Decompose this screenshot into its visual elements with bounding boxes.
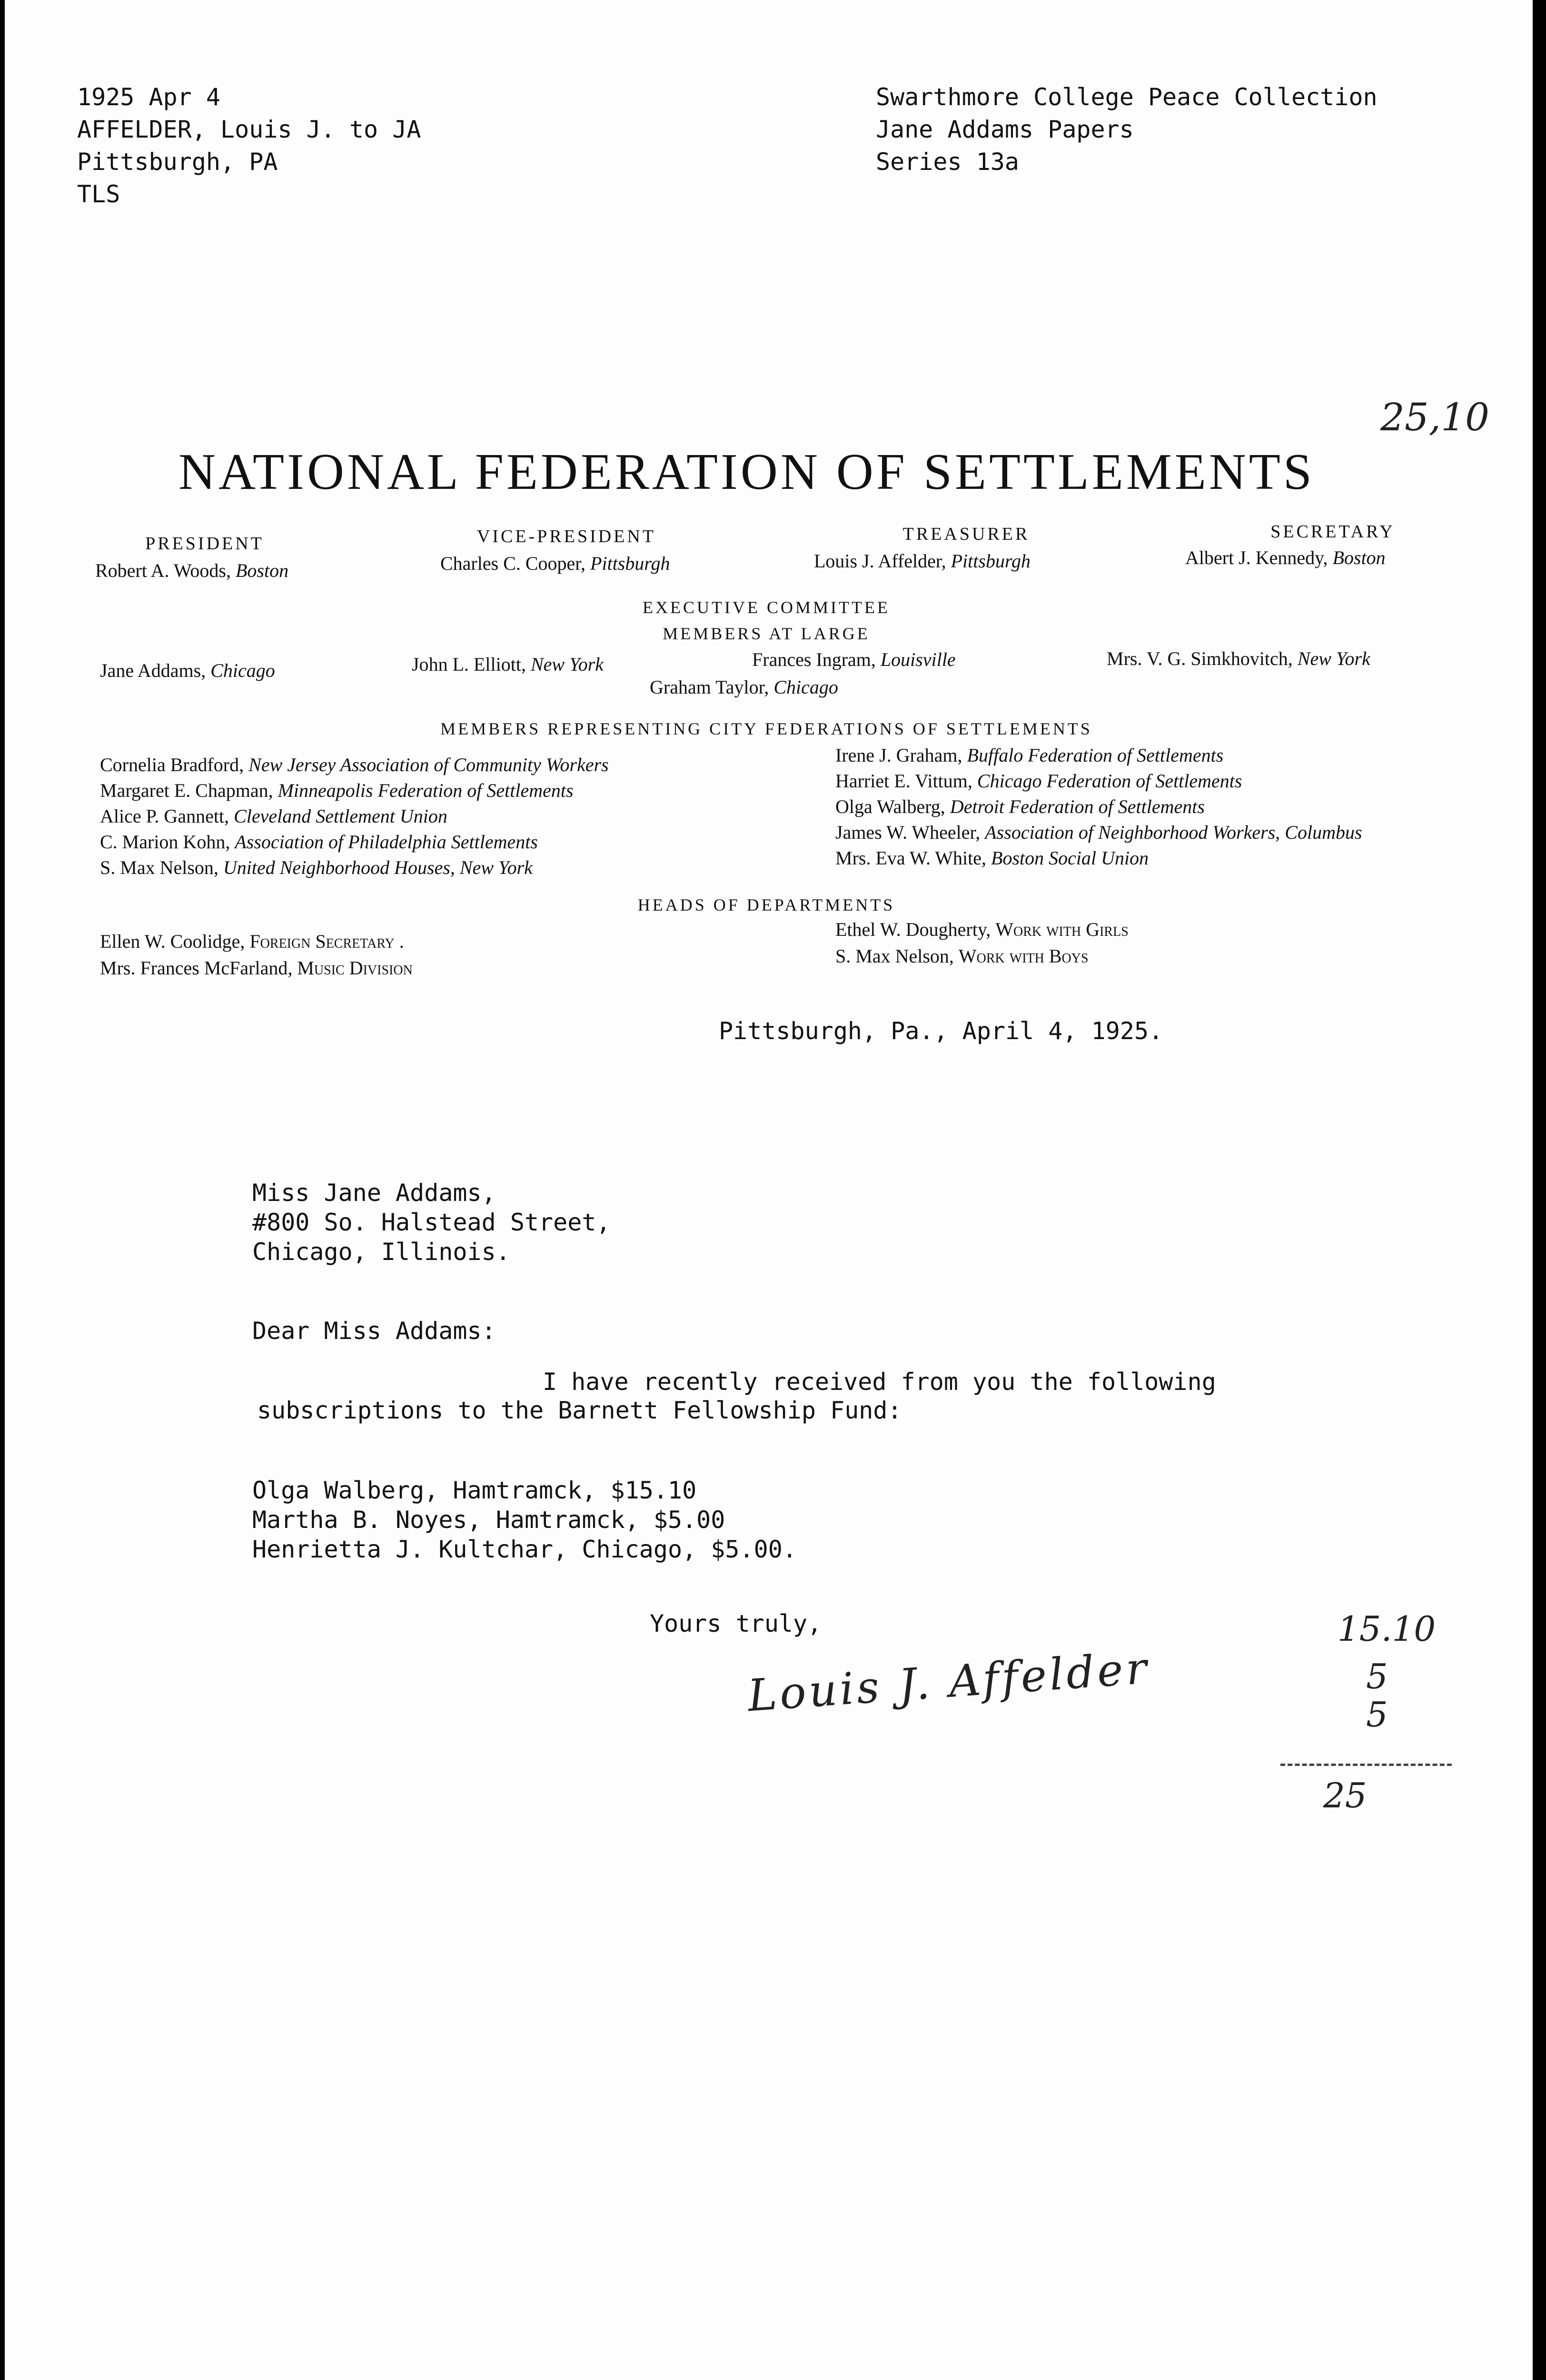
city-federation-member: Irene J. Graham, Buffalo Federation of Settlements: [835, 744, 1224, 766]
tally-line: 5: [1366, 1695, 1388, 1735]
handwritten-reference: 25,10: [1380, 395, 1490, 439]
department-head: Ellen W. Coolidge, Foreign Secretary .: [100, 931, 404, 952]
department-head: S. Max Nelson, Work with Boys: [835, 945, 1089, 967]
letterhead-title: NATIONAL FEDERATION OF SETTLEMENTS: [178, 444, 1315, 500]
officer-name-treasurer: Louis J. Affelder, Pittsburgh: [814, 550, 1031, 572]
officer-name-president: Robert A. Woods, Boston: [95, 560, 289, 581]
body-line: subscriptions to the Barnett Fellowship Fund:: [257, 1397, 902, 1424]
subscription-item: Henrietta J. Kultchar, Chicago, $5.00.: [252, 1536, 797, 1563]
archive-date: 1925 Apr 4: [77, 83, 221, 111]
city-federation-member: Harriet E. Vittum, Chicago Federation of Settlements: [835, 770, 1242, 792]
subscription-item: Martha B. Noyes, Hamtramck, $5.00: [252, 1506, 725, 1534]
inside-address: [252, 1178, 611, 1267]
city-federation-member: Alice P. Gannett, Cleveland Settlement Union: [100, 805, 447, 827]
salutation: Dear Miss Addams:: [252, 1317, 496, 1345]
city-federation-member: Margaret E. Chapman, Minneapolis Federation of Settlements: [100, 780, 574, 801]
dateline: Pittsburgh, Pa., April 4, 1925.: [719, 1017, 1163, 1045]
body-line: I have recently received from you the following: [543, 1368, 1216, 1396]
city-federation-list-left: [100, 752, 609, 881]
tally-line: 5: [1366, 1656, 1388, 1696]
tally-total: 25: [1323, 1775, 1367, 1815]
member-at-large: Frances Ingram, Louisville: [752, 649, 956, 670]
city-federation-member: S. Max Nelson, United Neighborhood Houses, New York: [100, 857, 533, 878]
tally-line: 15.10: [1338, 1609, 1436, 1649]
address-line: Miss Jane Addams,: [252, 1179, 496, 1207]
heads-of-departments-heading: HEADS OF DEPARTMENTS: [637, 895, 895, 914]
members-at-large-heading: MEMBERS AT LARGE: [663, 624, 870, 643]
member-at-large: Graham Taylor, Chicago: [650, 676, 838, 698]
officer-role-treasurer: TREASURER: [902, 524, 1030, 544]
officer-role-secretary: SECRETARY: [1270, 522, 1395, 542]
city-federation-member: James W. Wheeler, Association of Neighborhood Workers, Columbus: [835, 822, 1362, 843]
heads-list-left: [100, 928, 413, 982]
officer-role-president: PRESIDENT: [145, 534, 264, 554]
executive-committee-heading: EXECUTIVE COMMITTEE: [643, 598, 890, 617]
archive-type: TLS: [77, 180, 120, 208]
city-federation-member: Mrs. Eva W. White, Boston Social Union: [835, 847, 1149, 869]
department-head: Ethel W. Dougherty, Work with Girls: [835, 919, 1129, 940]
address-line: Chicago, Illinois.: [252, 1238, 510, 1266]
city-federation-member: Cornelia Bradford, New Jersey Association of Community Workers: [100, 754, 609, 775]
archive-correspondents: AFFELDER, Louis J. to JA: [77, 116, 421, 143]
subscription-list: [252, 1476, 797, 1564]
city-federations-heading: MEMBERS REPRESENTING CITY FEDERATIONS OF SETTLEMENTS: [440, 719, 1092, 738]
closing: Yours truly,: [650, 1610, 822, 1637]
archive-collection: Swarthmore College Peace Collection: [876, 83, 1378, 111]
archive-place: Pittsburgh, PA: [77, 148, 278, 176]
city-federation-member: Olga Walberg, Detroit Federation of Settlements: [835, 796, 1205, 817]
tally-divider: [1280, 1764, 1452, 1766]
archive-header-right: [876, 81, 1378, 178]
archive-series: Series 13a: [876, 148, 1020, 176]
subscription-item: Olga Walberg, Hamtramck, $15.10: [252, 1477, 697, 1504]
department-head: Mrs. Frances McFarland, Music Division: [100, 957, 413, 979]
officer-role-vice-president: VICE-PRESIDENT: [476, 526, 656, 546]
officer-name-vice-president: Charles C. Cooper, Pittsburgh: [440, 553, 670, 574]
archive-header-left: [77, 81, 421, 210]
archive-papers: Jane Addams Papers: [876, 116, 1134, 143]
heads-list-right: [835, 916, 1129, 970]
address-line: #800 So. Halstead Street,: [252, 1209, 611, 1236]
member-at-large: John L. Elliott, New York: [412, 654, 604, 675]
member-at-large: Mrs. V. G. Simkhovitch, New York: [1107, 648, 1370, 669]
signature: Louis J. Affelder: [746, 1642, 1151, 1722]
city-federation-list-right: [835, 743, 1362, 871]
member-at-large: Jane Addams, Chicago: [100, 660, 275, 681]
officer-name-secretary: Albert J. Kennedy, Boston: [1185, 547, 1386, 568]
city-federation-member: C. Marion Kohn, Association of Philadelphia Settlements: [100, 831, 538, 853]
letter-sheet: [5, 0, 1533, 2380]
